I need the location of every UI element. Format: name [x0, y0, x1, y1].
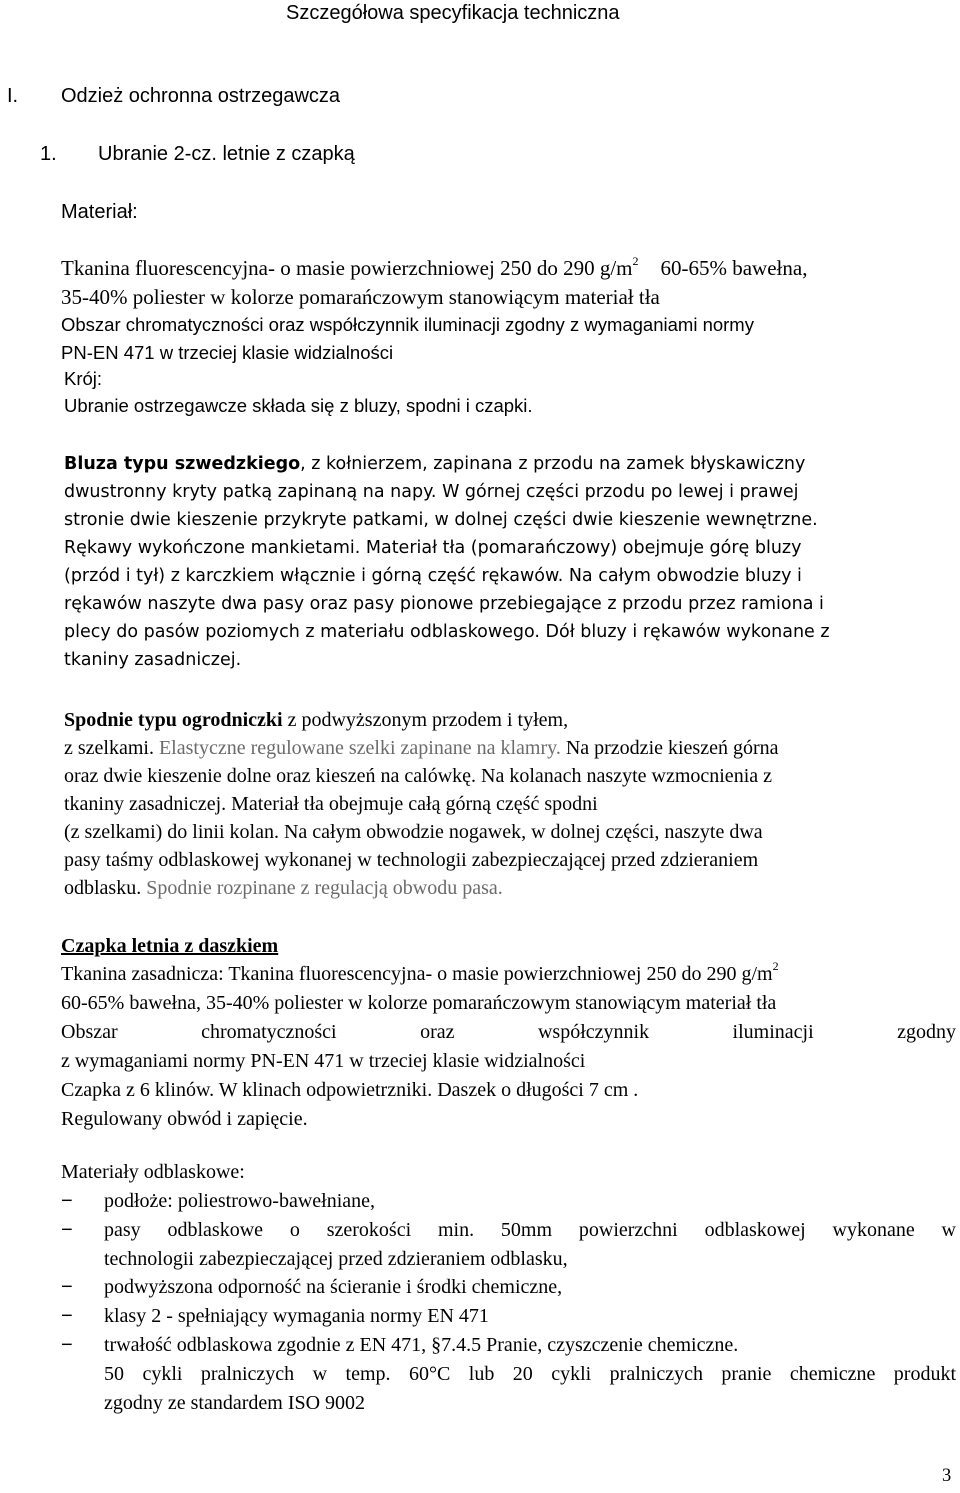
czapka-heading: Czapka letnia z daszkiem	[61, 935, 279, 957]
section-heading: Odzież ochronna ostrzegawcza	[61, 85, 341, 107]
item-heading: Ubranie 2-cz. letnie z czapką	[98, 143, 355, 165]
kroj-label: Krój:	[64, 368, 103, 389]
list-item: trwałość odblaskowa zgodnie z EN 471, §7.4.5 Pranie, czyszczenie chemiczne.	[104, 1334, 739, 1356]
material-line-4: PN-EN 471 w trzeciej klasie widzialności	[61, 342, 394, 363]
list-item: podłoże: poliestrowo-bawełniane,	[104, 1190, 376, 1212]
list-item-cont: 50 cykli pralniczych w temp. 60°C lub 20 cykli pralniczych pranie chemiczne produkt	[104, 1363, 956, 1385]
czapka-paragraph: Tkanina zasadnicza: Tkanina fluorescencyjna- o masie powierzchniowej 250 do 290 $g/m^2$ 60-65% bawełna, 35-40% poliester w kolorze pomarańczowym stanowiącym materiał tła Obszar chromatyczności oraz współczynnik iluminacji zgodny z wymaganiami normy PN-EN 471 w trzeciej klasie widzialności Czapka z 6 klinów. W klinach odpowietrzniki. Daszek o długości 7 cm . Regulowany obwód i zapięcie.	[61, 959, 956, 1130]
odblaskowe-label: Materiały odblaskowe:	[61, 1161, 245, 1183]
list-item: pasy odblaskowe o szerokości min. 50mm powierzchni odblaskowej wykonane w	[104, 1219, 956, 1241]
list-item-cont: technologii zabezpieczającej przed zdzieraniem odblasku,	[104, 1248, 568, 1270]
list-dash: −	[61, 1219, 73, 1241]
page-number: 3	[942, 1466, 952, 1486]
material-label: Materiał:	[61, 201, 138, 223]
material-line-3: Obszar chromatyczności oraz współczynnik iluminacji zgodny z wymaganiami normy	[61, 314, 754, 335]
item-number: 1.	[40, 143, 57, 165]
material-line-2: 35-40% poliester w kolorze pomarańczowym stanowiącym materiał tła	[61, 285, 660, 309]
list-item: klasy 2 - spełniający wymagania normy EN 471	[104, 1305, 489, 1327]
list-item-cont: zgodny ze standardem ISO 9002	[104, 1392, 366, 1414]
list-dash: −	[61, 1190, 73, 1212]
section-number: I.	[7, 85, 19, 107]
list-item: podwyższona odporność na ścieranie i środki chemiczne,	[104, 1276, 563, 1298]
list-dash: −	[61, 1276, 73, 1298]
bluza-paragraph: Bluza typu szwedzkiego, z kołnierzem, zapinana z przodu na zamek błyskawiczny dwustronny kryty patką zapinaną na napy. W górnej części przodu po lewej i prawej stronie dwie kieszenie przykryte patkami, w dolnej części dwie kieszenie wewnętrzne. Rękawy wykończone mankietami. Materiał tła (pomarańczowy) obejmuje górę bluzy (przód i tył) z karczkiem włącznie i górną część rękawów. Na całym obwodzie bluzy i rękawów naszyte dwa pasy oraz pasy pionowe przebiegające z przodu przez ramiona i plecy do pasów poziomych z materiału odblaskowego. Dół bluzy i rękawów wykonane z tkaniny zasadniczej.	[64, 454, 830, 670]
spodnie-paragraph: Spodnie typu ogrodniczki z podwyższonym przodem i tyłem, z szelkami. Elastyczne regulowane szelki zapinane na klamry. Na przodzie kieszeń górna oraz dwie kieszenie dolne oraz kieszeń na calówkę. Na kolanach naszyte wzmocnienia z tkaniny zasadniczej. Materiał tła obejmuje całą górną część spodni (z szelkami) do linii kolan. Na całym obwodzie nogawek, w dolnej części, naszyte dwa pasy taśmy odblaskowej wykonanej w technologii zabezpieczającej przed zdzieraniem odblasku. Spodnie rozpinane z regulacją obwodu pasa.	[64, 709, 779, 899]
material-line-1: Tkanina fluorescencyjna- o masie powierzchniowej 250 do 290 $g/m^2$ 60-65% bawełna,	[61, 254, 808, 280]
list-dash: −	[61, 1305, 73, 1327]
document-title: Szczegółowa specyfikacja techniczna	[286, 2, 620, 24]
kroj-text: Ubranie ostrzegawcze składa się z bluzy, spodni i czapki.	[64, 395, 533, 416]
list-dash: −	[61, 1334, 73, 1356]
